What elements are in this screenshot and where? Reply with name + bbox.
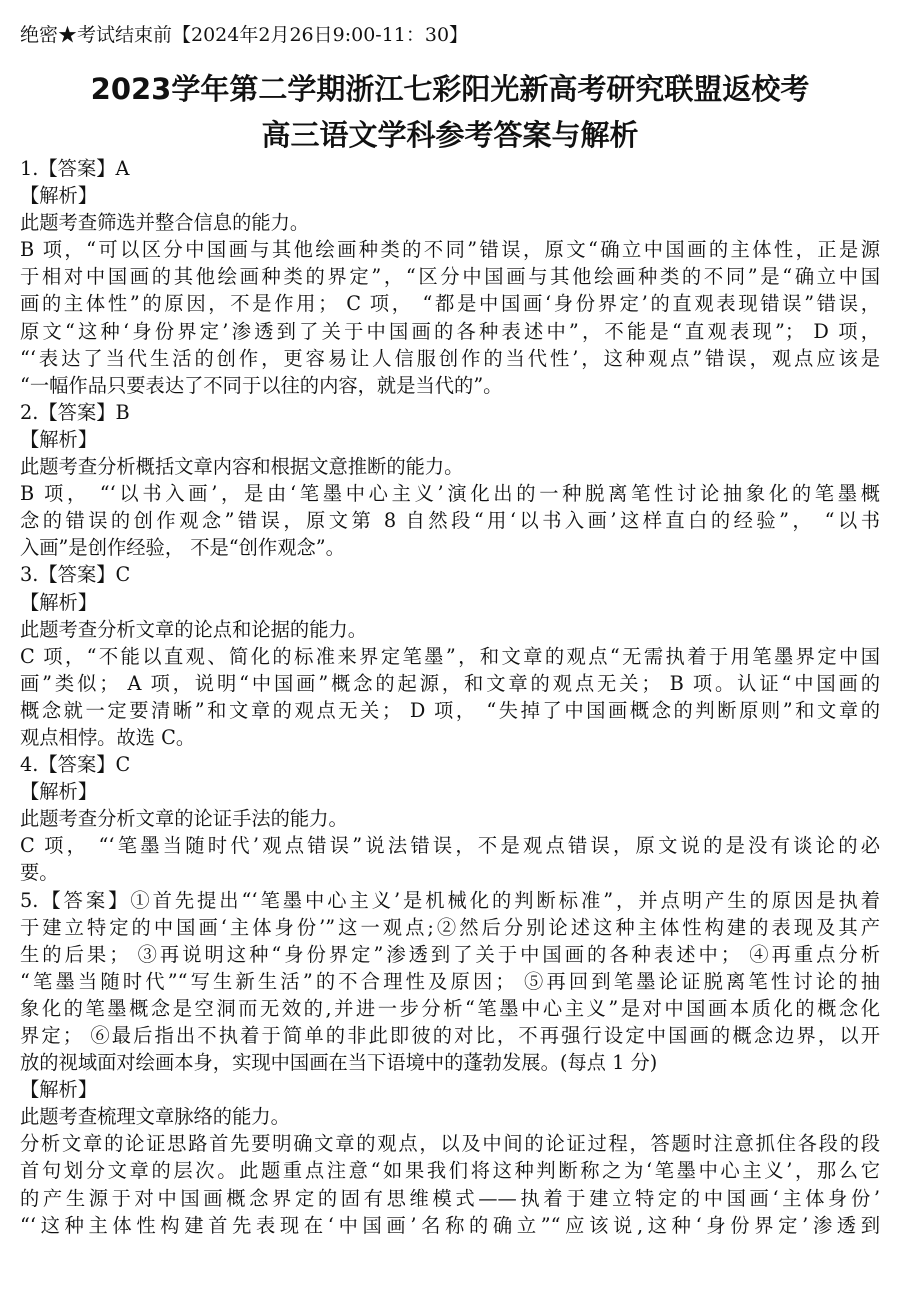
text-line: 此题考查筛选并整合信息的能力。 <box>20 211 310 235</box>
text-line: 入画”是创作经验， 不是“创作观念”。 <box>20 536 345 560</box>
text-line: 首句划分文章的层次。此题重点注意“如果我们将这种判断称之为‘笔墨中心主义’，那么它 <box>20 1159 880 1183</box>
text-line: 此题考查分析文章的论点和论据的能力。 <box>20 617 368 641</box>
text-line: 【解析】 <box>20 1078 98 1102</box>
text-line: “笔墨当随时代”“写生新生活”的不合理性及原因； ⑤再回到笔墨论证脱离笔性讨论的抽 <box>20 969 880 993</box>
text-line: 【解析】 <box>20 780 98 804</box>
text-line: “一幅作品只要表达了不同于以往的内容，就是当代的”。 <box>20 373 503 397</box>
text-line: 放的视域面对绘画本身，实现中国画在当下语境中的蓬勃发展。(每点 1 分) <box>20 1051 658 1075</box>
text-line: 画”类似； A 项，说明“中国画”概念的起源，和文章的观点无关； B 项。认证“中国画的 <box>20 671 880 695</box>
text-line: “‘表达了当代生活的创作，更容易让人信服创作的当代性’，这种观点”错误，观点应该是 <box>20 346 880 370</box>
text-line: 【解析】 <box>20 590 98 614</box>
text-line: 【解析】 <box>20 427 98 451</box>
text-line: 2.【答案】B <box>20 400 130 424</box>
answer-body <box>20 155 880 1239</box>
secrecy-header: 绝密★考试结束前【2024年2月26日9:00-11：30】 <box>20 24 469 46</box>
text-line: 界定； ⑥最后指出不执着于简单的非此即彼的对比，不再强行设定中国画的概念边界，以开 <box>20 1024 880 1047</box>
text-line: 分析文章的论证思路首先要明确文章的观点，以及中间的论证过程，答题时注意抓住各段的段 <box>20 1132 880 1156</box>
text-line: B 项，“可以区分中国画与其他绘画种类的不同”错误，原文“确立中国画的主体性，正是源 <box>20 238 880 262</box>
document-subtitle: 高三语文学科参考答案与解析 <box>261 118 639 152</box>
text-line: C 项， “‘笔墨当随时代’观点错误”说法错误，不是观点错误，原文说的是没有谈论的必 <box>20 834 880 858</box>
text-line: 的产生源于对中国画概念界定的固有思维模式——执着于建立特定的中国画‘主体身份’ <box>20 1186 880 1210</box>
text-line: 4.【答案】C <box>20 753 131 777</box>
text-line: “‘这种主体性构建首先表现在‘中国画’名称的确立”“应该说,这种‘身份界定’渗透到 <box>20 1213 880 1237</box>
text-line: 观点相悖。故选 C。 <box>20 725 196 749</box>
text-line: 生的后果； ③再说明这种“身份界定”渗透到了关于中国画的各种表述中； ④再重点分析 <box>20 942 880 966</box>
text-line: 【解析】 <box>20 184 98 208</box>
text-line: 画的主体性”的原因，不是作用； C 项， “都是中国画‘身份界定’的直观表现错误”错误， <box>20 292 880 316</box>
text-line: 5.【答案】①首先提出“‘笔墨中心主义’是机械化的判断标准”，并点明产生的原因是执着 <box>20 888 880 912</box>
text-line: 象化的笔墨概念是空洞而无效的,并进一步分析“笔墨中心主义”是对中国画本质化的概念化 <box>20 996 880 1020</box>
text-line: 原文“这种‘身份界定’渗透到了关于中国画的各种表述中”，不能是“直观表现”； D 项， <box>20 319 880 343</box>
text-line: 此题考查分析概括文章内容和根据文意推断的能力。 <box>20 455 464 479</box>
text-line: 于建立特定的中国画‘主体身份’”这一观点;②然后分别论述这种主体性构建的表现及其产 <box>20 915 880 939</box>
text-line: 概念就一定要清晰”和文章的观点无关； D 项， “失掉了中国画概念的判断原则”和文章的 <box>20 698 880 722</box>
text-line: 3.【答案】C <box>20 563 131 587</box>
text-line: 于相对中国画的其他绘画种类的界定”，“区分中国画与其他绘画种类的不同”是“确立中国 <box>20 265 880 289</box>
text-line: 1.【答案】A <box>20 157 130 180</box>
text-line: 要。 <box>20 861 59 885</box>
text-line: 此题考查梳理文章脉络的能力。 <box>20 1105 290 1129</box>
text-line: 此题考查分析文章的论证手法的能力。 <box>20 807 348 831</box>
text-line: 念的错误的创作观念”错误，原文第 8 自然段“用‘以书入画’这样直白的经验”， “以书 <box>20 509 880 533</box>
text-line: B 项， “‘以书入画’，是由‘笔墨中心主义’演化出的一种脱离笔性讨论抽象化的笔墨概 <box>20 482 880 506</box>
document-title: 2023学年第二学期浙江七彩阳光新高考研究联盟返校考 <box>90 72 810 106</box>
text-line: C 项，“不能以直观、简化的标准来界定笔墨”，和文章的观点“无需执着于用笔墨界定中国 <box>20 644 880 668</box>
